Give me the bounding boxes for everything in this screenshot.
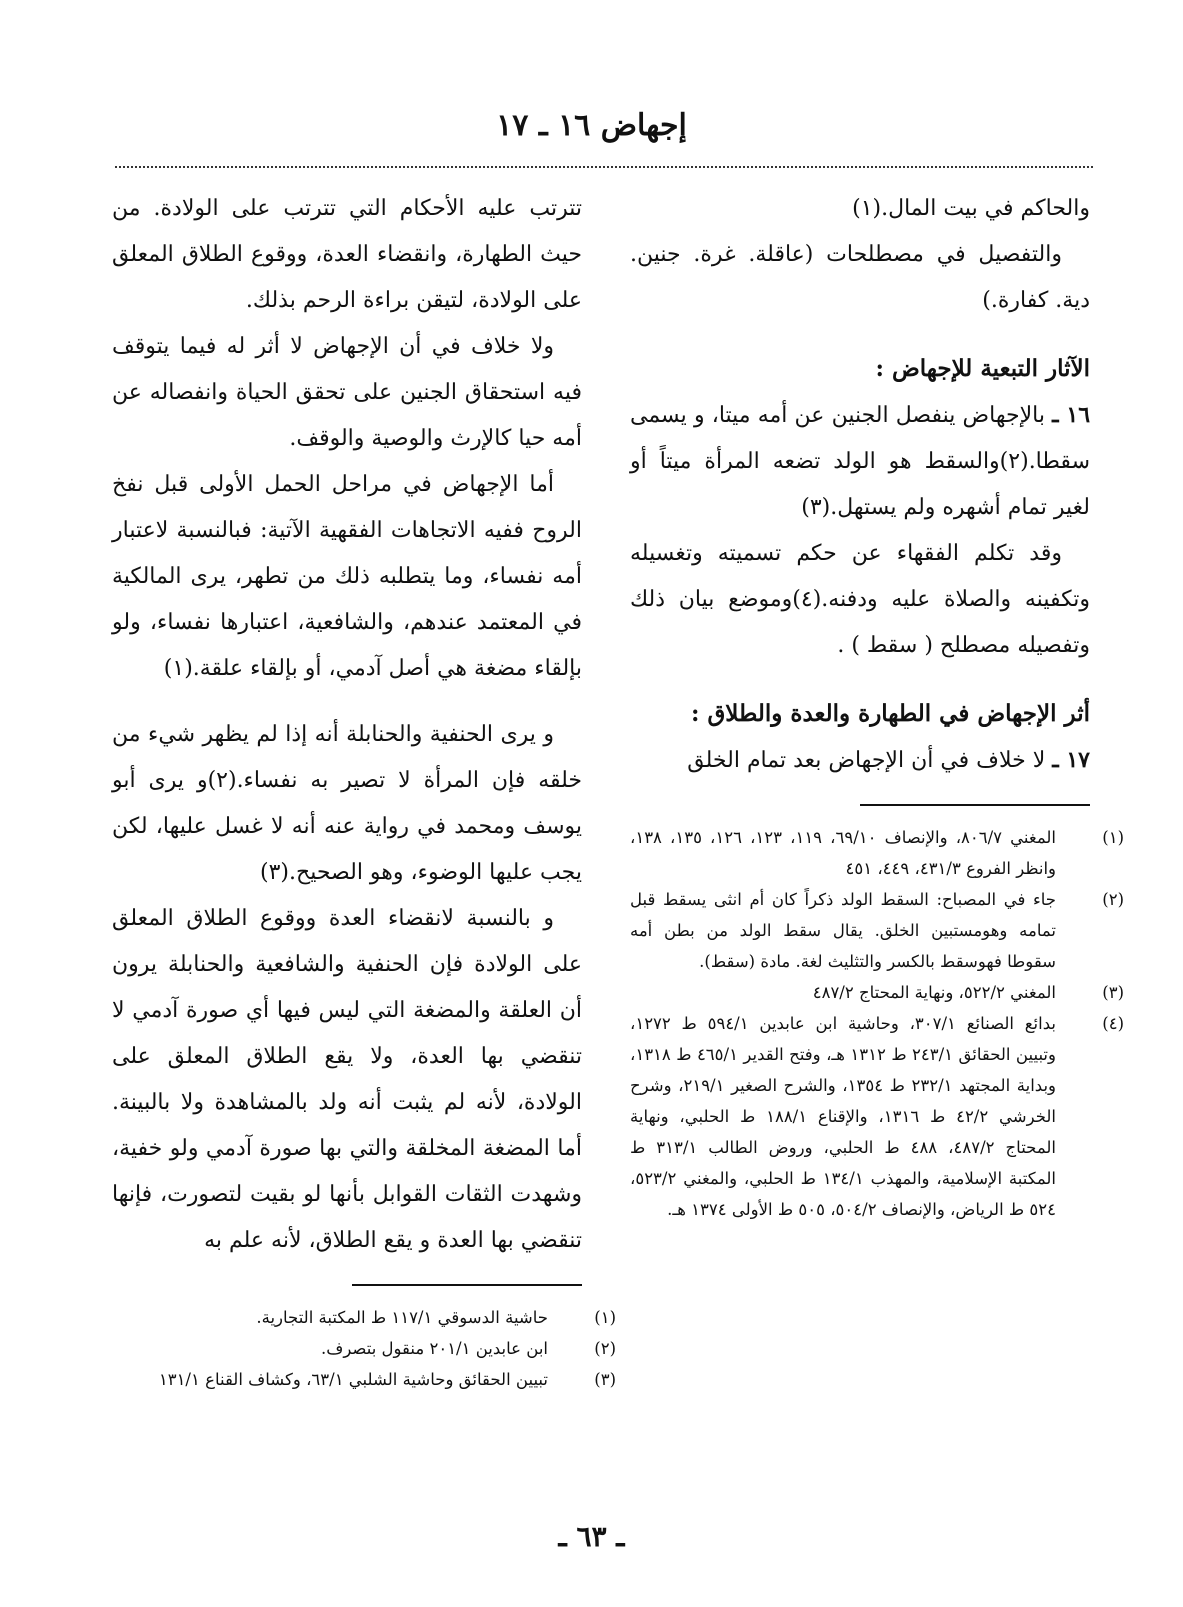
- footnote-number: (٢): [594, 1339, 616, 1358]
- footnote-text: حاشية الدسوقي ١١٧/١ ط المكتبة التجارية.: [256, 1308, 548, 1327]
- footnote-text: بدائع الصنائع ٣٠٧/١، وحاشية ابن عابدين ٥٩٤/١ ط ١٢٧٢، وتبيين الحقائق ٢٤٣/١ ط ١٣١٢ هـ، وفتح القدير ٤٦٥/١ ط ١٣١٨، وبداية المجتهد ٢٣٢/١ ط ١٣٥٤، والشرح الصغير ٢١٩/١، وشرح الخرشي ٤٢/٢ ط ١٣١٦، والإقناع ١٨٨/١ ط الحلبي، ونهاية المحتاج ٤٨٧/٢، ٤٨٨ ط الحلبي، وروض الطالب ٣١٣/١ ط المكتبة الإسلامية، والمهذب ١٣٤/١ ط الحلبي، والمغني ٥٢٣/٢، ٥٢٤ ط الرياض، والإنصاف ٥٠٤/٢، ٥٠٥ ط الأولى ١٣٧٤ هـ.: [630, 1014, 1057, 1219]
- footnote-number: (٣): [594, 1370, 616, 1389]
- footnote: [112, 1364, 616, 1395]
- footnote-number: (١): [594, 1308, 616, 1327]
- footnote-number: (١): [1102, 828, 1124, 847]
- footnote-divider: [860, 804, 1090, 806]
- footnote: [112, 1302, 616, 1333]
- footnote-text: جاء في المصباح: السقط الولد ذكراً كان أم انثى يسقط قبل تمامه وهومستبين الخلق. يقال سقط الولد من بطن أمه سقوطا فهوسقط بالكسر والتثليث لغة. مادة (سقط).: [630, 890, 1056, 971]
- section-heading: أثر الإجهاض في الطهارة والعدة والطلاق :: [690, 700, 1090, 727]
- footnote: [112, 1333, 616, 1364]
- paragraph: أما الإجهاض في مراحل الحمل الأولى قبل نفخ الروح ففيه الاتجاهات الفقهية الآتية: فبالنسبة لاعتبار أمه نفساء، وما يتطلبه ذلك من تطهر، يرى المالكية في المعتمد عندهم، والشافعية، اعتبارها نفساء، ولو بإلقاء مضغة هي أصل آدمي، أو بإلقاء علقة.(١): [112, 472, 582, 681]
- footnote-text: المغني ٨٠٦/٧، والإنصاف ٦٩/١٠، ١١٩، ١٢٣، ١٢٦، ١٣٥، ١٣٨، وانظر الفروع ٤٣١/٣، ٤٤٩، ٤٥١: [630, 828, 1056, 878]
- footnote-number: (٢): [1102, 890, 1124, 909]
- paragraph-text: بالإجهاض ينفصل الجنين عن أمه ميتا، و يسمى سقطا.(٢)والسقط هو الولد تضعه المرأة ميتاً أو لغير تمام أشهره ولم يستهل.(٣): [630, 403, 1090, 520]
- footnote: [630, 822, 1124, 884]
- footnote-number: (٣): [1102, 983, 1124, 1002]
- numbered-paragraph: [630, 737, 1090, 784]
- left-column: [112, 186, 616, 1395]
- paragraph-number: ١٦ ـ: [1052, 402, 1091, 428]
- page-number: ـ ٦٣ ـ: [558, 1520, 625, 1553]
- footnote-text: ابن عابدين ٢٠١/١ منقول بتصرف.: [320, 1339, 548, 1358]
- header-divider: [115, 166, 1093, 168]
- footnote-text: تبيين الحقائق وحاشية الشلبي ٦٣/١، وكشاف القناع ١٣١/١: [158, 1370, 548, 1389]
- section-heading: الآثار التبعية للإجهاض :: [875, 355, 1090, 382]
- paragraph: و بالنسبة لانقضاء العدة ووقوع الطلاق المعلق على الولادة فإن الحنفية والشافعية والحنابلة يرون أن العلقة والمضغة التي ليس فيها أي صورة آدمي لا تنقضي بها العدة، ولا يقع الطلاق المعلق على الولادة، لأنه لم يثبت أنه ولد بالمشاهدة ولا بالبينة. أما المضغة المخلقة والتي بها صورة آدمي ولو خفية، وشهدت الثقات القوابل بأنها لو بقيت لتصورت، فإنها تنقضي بها العدة و يقع الطلاق، لأنه علم به: [112, 906, 582, 1253]
- paragraph: تترتب عليه الأحكام التي تترتب على الولادة. من حيث الطهارة، وانقضاء العدة، ووقوع الطلاق المعلق على الولادة، لتيقن براءة الرحم بذلك.: [112, 196, 582, 313]
- paragraph: والحاكم في بيت المال.(١): [852, 196, 1090, 221]
- footnote: [630, 1008, 1124, 1225]
- paragraph-number: ١٧ ـ: [1052, 747, 1090, 773]
- paragraph: وقد تكلم الفقهاء عن حكم تسميته وتغسيله وتكفينه والصلاة عليه ودفنه.(٤)وموضع بيان ذلك وتفصيله مصطلح ( سقط ) .: [630, 541, 1090, 658]
- footnote-number: (٤): [1102, 1014, 1124, 1033]
- right-column: [630, 186, 1124, 1225]
- paragraph: و يرى الحنفية والحنابلة أنه إذا لم يظهر شيء من خلقه فإن المرأة لا تصير به نفساء.(٢)و يرى أبو يوسف ومحمد في رواية عنه أنه لا غسل عليها، لكن يجب عليها الوضوء، وهو الصحيح.(٣): [112, 722, 582, 885]
- paragraph-text: لا خلاف في أن الإجهاض بعد تمام الخلق: [687, 748, 1046, 773]
- paragraph: والتفصيل في مصطلحات (عاقلة. غرة. جنين. دية. كفارة.): [630, 242, 1090, 313]
- footnote-text: المغني ٥٢٢/٢، ونهاية المحتاج ٤٨٧/٢: [812, 983, 1056, 1002]
- footnote: [630, 977, 1124, 1008]
- page-header: إجهاض ١٦ ـ ١٧: [496, 108, 687, 143]
- paragraph: ولا خلاف في أن الإجهاض لا أثر له فيما يتوقف فيه استحقاق الجنين على تحقق الحياة وانفصاله عن أمه حيا كالإرث والوصية والوقف.: [112, 334, 582, 451]
- numbered-paragraph: [630, 392, 1090, 531]
- footnote-divider: [352, 1284, 582, 1286]
- footnote: [630, 884, 1124, 977]
